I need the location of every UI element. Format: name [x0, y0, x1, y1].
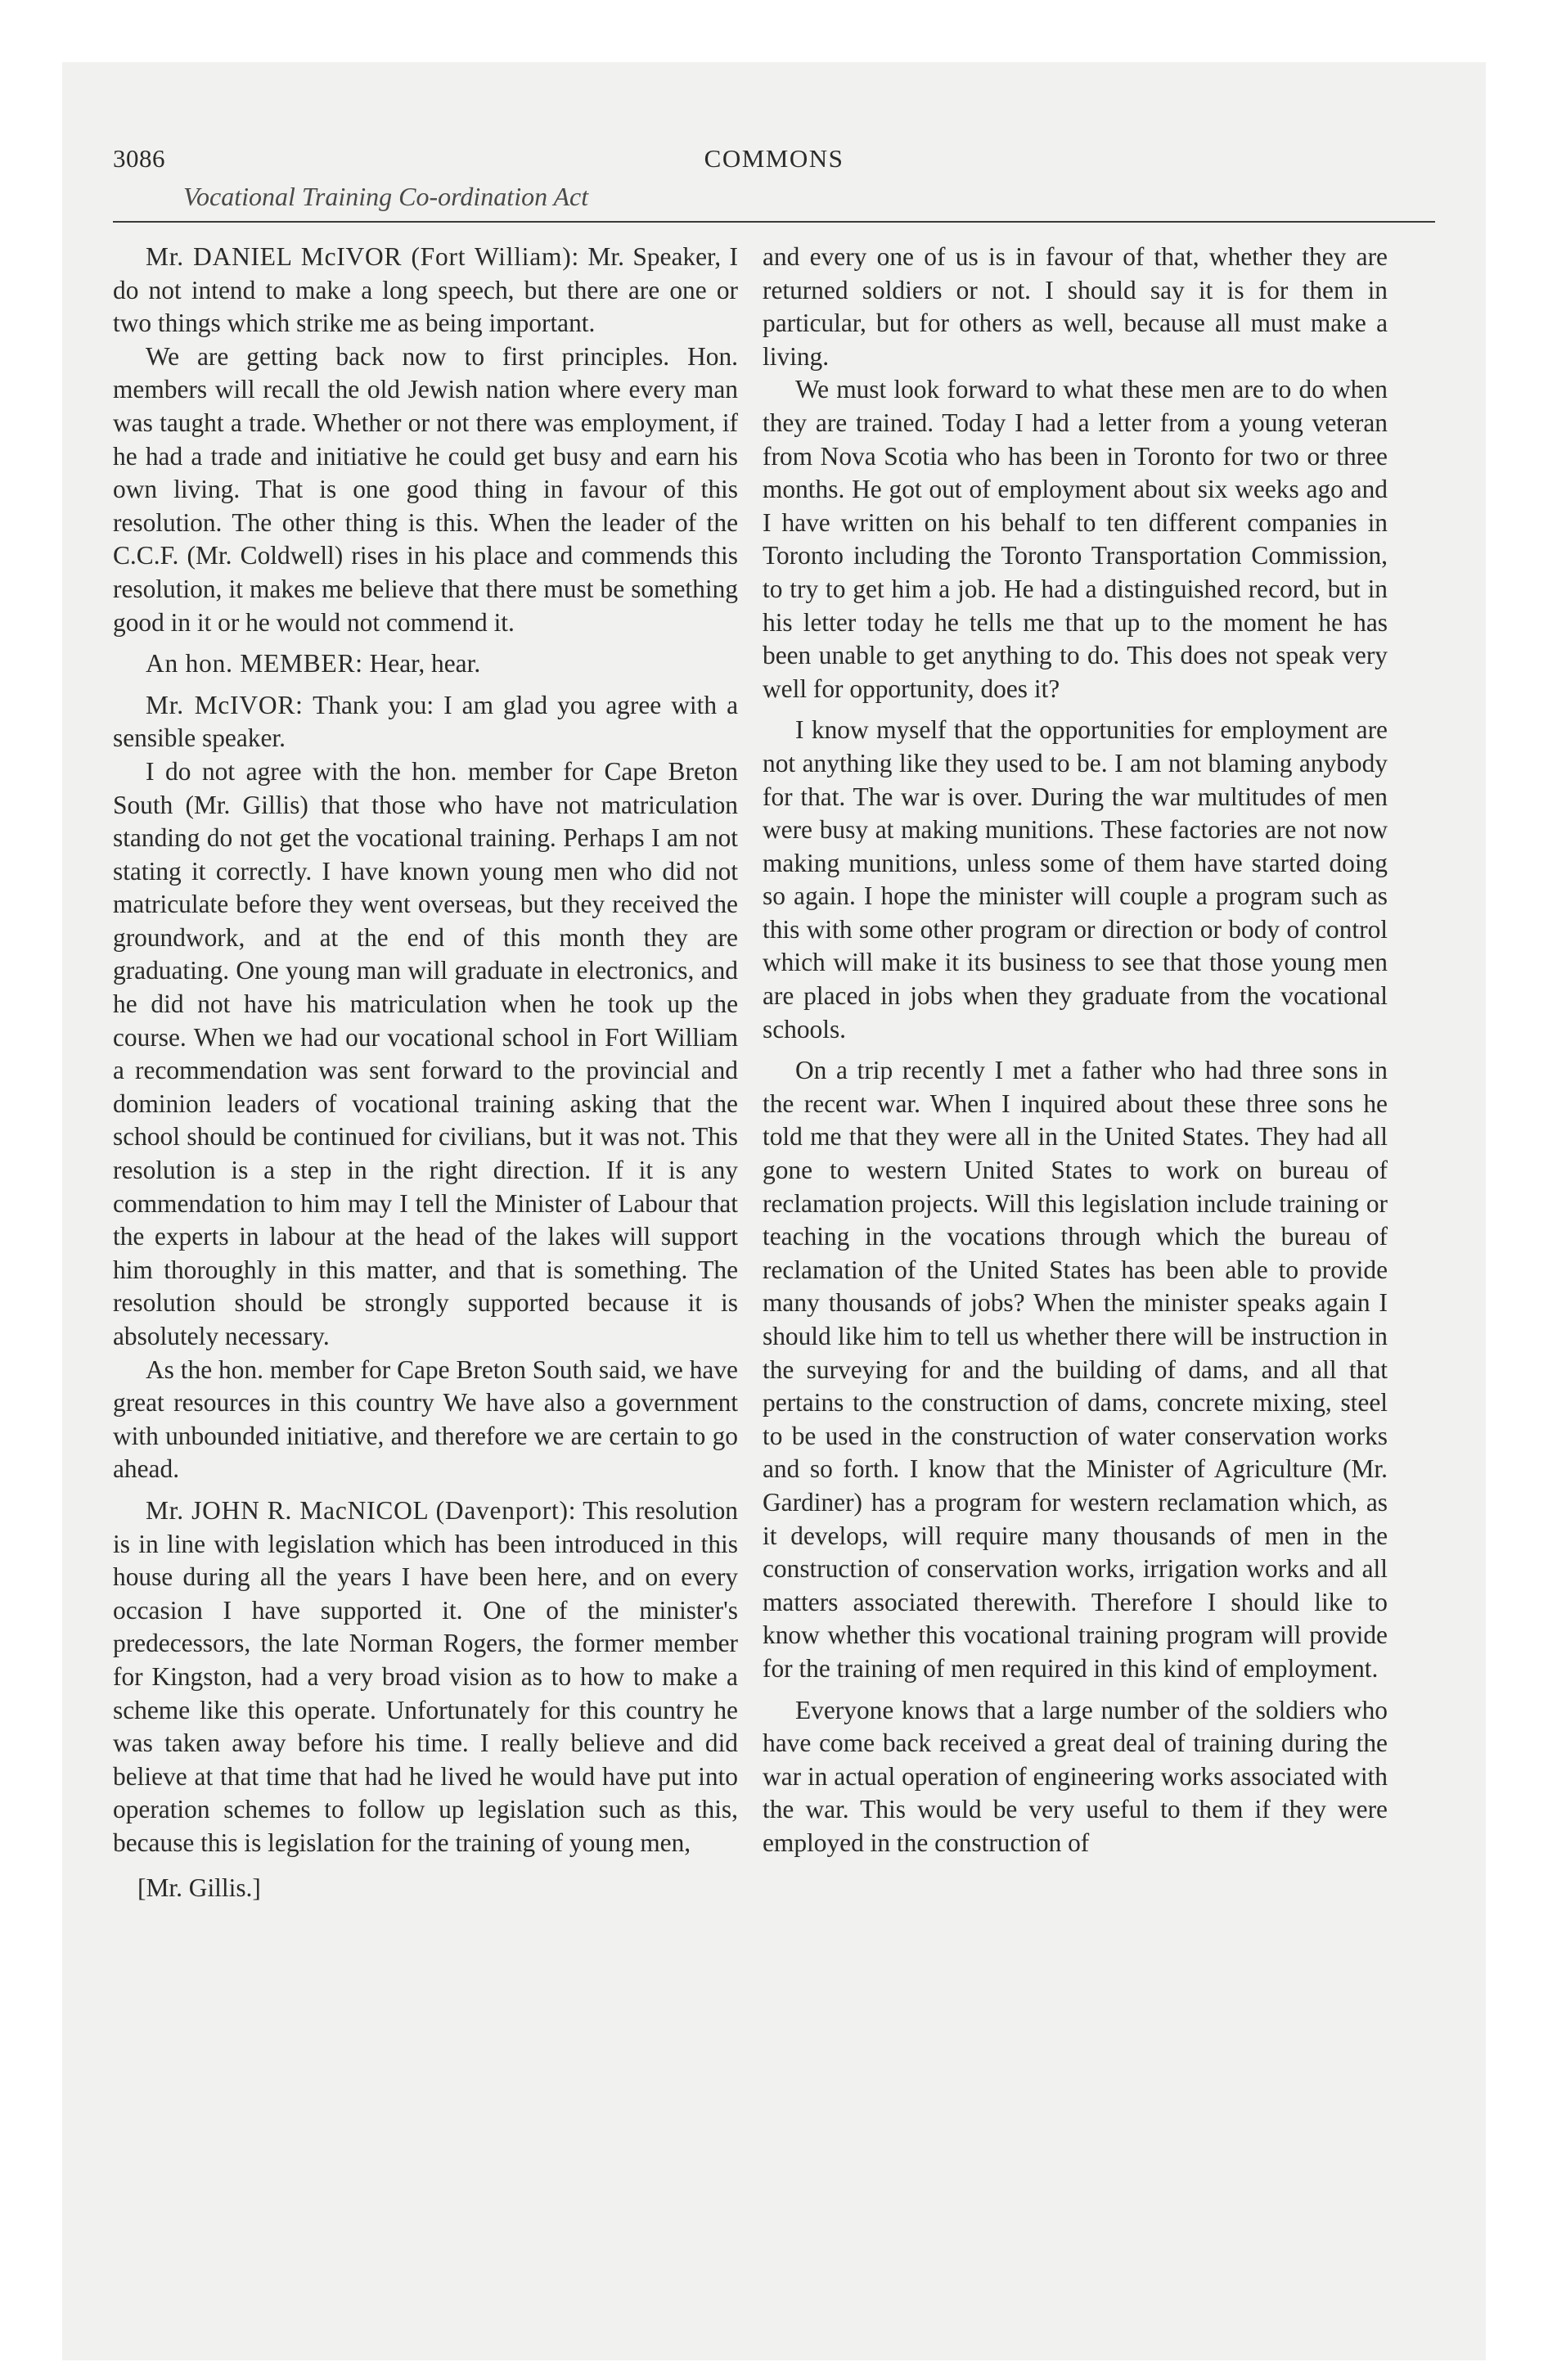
speaker-attribution: [Mr. Gillis.] — [137, 1873, 261, 1902]
paragraph: We are getting back now to first principles. Hon. members will recall the old Jewish nation where every man was taught a trade. Whether or not there was employment, if he had a trade and initiative he could get busy and earn his own living. That is one good thing in favour of this resolution. The other thing is this. When the leader of the C.C.F. (Mr. Coldwell) rises in his place and commends this resolution, it makes me believe that there must be something good in it or he would not commend it. — [113, 341, 738, 637]
speaker-name: Mr. McIVOR: — [146, 690, 304, 719]
page-number: 3086 — [113, 144, 165, 173]
paragraph: We must look forward to what these men are to do when they are trained. Today I had a letter from a young veteran from Nova Scotia who has been in Toronto for two or three months. He got out of employment about six weeks ago and I have written on his behalf to ten different companies in Toronto including the Toronto Transportation Commission, to try to get him a job. He had a distinguished record, but in his letter today he tells me that up to the moment he has been unable to get anything to do. This does not speak very well for opportunity, does it? — [763, 375, 1388, 703]
running-subtitle: Vocational Training Co-ordination Act — [183, 182, 589, 211]
paragraph: and every one of us is in favour of that, whether they are returned soldiers or not. I should say it is for them in particular, but for others as well, because all must make a living. — [763, 242, 1388, 371]
left-column — [113, 241, 738, 1904]
speaker-name: Mr. DANIEL McIVOR (Fort William): — [146, 242, 579, 271]
speech-text: Thank you: I am glad you agree with a sensible speaker. — [113, 690, 739, 753]
paragraph: I know myself that the opportunities for employment are not anything like they used to be. I am not blaming anybody for that. The war is over. During the war multitudes of men were busy at making munitions. These factories are not now making munitions, unless some of them have started doing so again. I hope the minister will couple a program such as this with some other program or direction or body of control which will make it its business to see that those young men are placed in jobs when they graduate from the vocational schools. — [763, 715, 1388, 1044]
speech-text: This resolution is in line with legislation which has been introduced in this house during all the years I have been here, and on every occasion I have supported it. One of the minister's predecessors, the late Norman Rogers, the former member for Kingston, had a very broad vision as to how to make a scheme like this operate. Unfortunately for this country he was taken away before his time. I really believe and did believe at that time that had he lived he would have put into operation schemes to follow up legislation such as this, because this is legislation for the training of young men, — [113, 1495, 738, 1857]
paragraph: On a trip recently I met a father who had three sons in the recent war. When I inquired about these three sons he told me that they were all in the United States. They had all gone to western United States to work on bureau of reclamation projects. Will this legislation include training or teaching in the vocations through which the bureau of reclamation of the United States has been able to provide many thousands of jobs? When the minister speaks again I should like him to tell us whether there will be instruction in the surveying for and the building of dams, and all that pertains to the construction of dams, concrete mixing, steel to be used in the construction of water conservation works and so forth. I know that the Minister of Agriculture (Mr. Gardiner) has a program for western reclamation which, as it develops, will require many thousands of men in the construction of conservation works, irrigation works and all matters associated therewith. Therefore I should like to know whether this vocational training program will provide for the training of men required in this kind of employment. — [763, 1056, 1388, 1683]
page-header — [113, 144, 1435, 223]
paragraph — [113, 647, 738, 681]
speaker-name: Mr. JOHN R. MacNICOL (Davenport): — [146, 1495, 577, 1525]
running-head: COMMONS — [704, 144, 844, 173]
header-rule — [113, 221, 1435, 223]
speech-text: Hear, hear. — [362, 649, 481, 678]
paragraph: I do not agree with the hon. member for Cape Breton South (Mr. Gillis) that those who have not matriculation standing do not get the vocational training. Perhaps I am not stating it correctly. I have known young men who did not matriculate before they went overseas, but they received the groundwork, and at the end of this month they are graduating. One young man will graduate in electronics, and he did not have his matriculation when he took up the course. When we had our vocational school in Fort William a recommendation was sent forward to the provincial and dominion leaders of vocational training asking that the school should be continued for civilians, but it was not. This resolution is a step in the right direction. If it is any commendation to him may I tell the Minister of Labour that the experts in labour at the head of the lakes will support him thoroughly in this matter, and that is something. The resolution should be strongly supported because it is absolutely necessary. — [113, 756, 738, 1350]
right-column — [763, 241, 1388, 1860]
paragraph: As the hon. member for Cape Breton South said, we have great resources in this country We have also a government with unbounded initiative, and therefore we are certain to go ahead. — [113, 1355, 738, 1484]
speech-text: Mr. Speaker, I do not intend to make a long speech, but there are one or two things which strike me as being important. — [113, 242, 738, 338]
paragraph — [113, 241, 738, 340]
speaker-name: An hon. MEMBER: — [146, 649, 363, 678]
paragraph — [113, 1494, 738, 1860]
paragraph — [113, 689, 738, 755]
paragraph: Everyone knows that a large number of the soldiers who have come back received a great deal of training during the war in actual operation of engineering works associated with the war. This would be very useful to them if they were employed in the construction of — [763, 1695, 1388, 1857]
